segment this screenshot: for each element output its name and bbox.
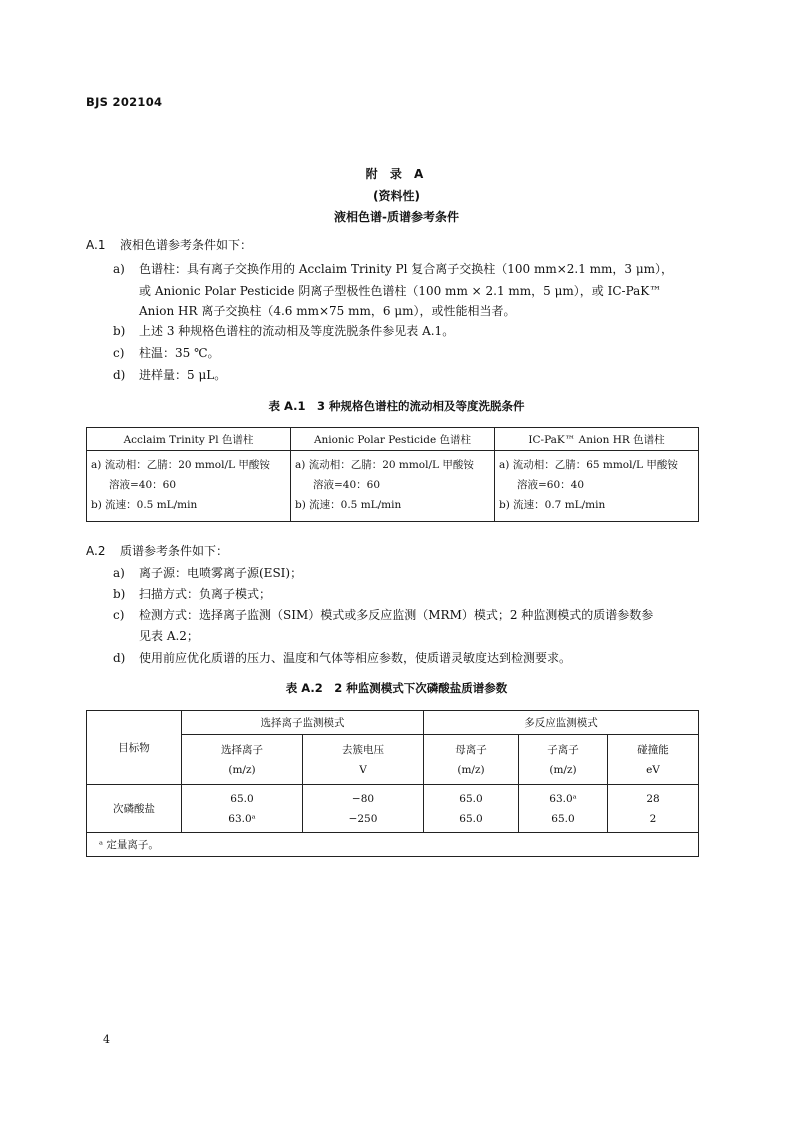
table-footnote: ᵃ 定量离子。 <box>87 833 699 857</box>
table-cell <box>495 451 699 522</box>
cell-line: a) 流动相：乙腈：20 mmol/L 甲酸铵 <box>295 459 474 471</box>
list-marker: d) <box>113 368 126 382</box>
sub-header-unit: eV <box>646 763 660 776</box>
table-header-cell: Acclaim Trinity Pl 色谱柱 <box>87 428 291 451</box>
sub-header-name: 母离子 <box>455 743 487 756</box>
list-item-line: 检测方式：选择离子监测（SIM）模式或多反应监测（MRM）模式；2 种监测模式的质谱参数参 <box>139 608 654 622</box>
list-item-line: 扫描方式：负离子模式； <box>139 587 272 601</box>
sub-header-cell <box>424 735 519 785</box>
sub-header-cell <box>182 735 303 785</box>
list-item-line: 进样量：5 μL。 <box>139 368 227 382</box>
sub-header-unit: V <box>359 763 367 776</box>
value-line: −80 <box>351 792 375 805</box>
value-cell <box>303 785 424 833</box>
cell-line: b) 流速：0.5 mL/min <box>91 499 198 511</box>
section-a2-intro: 质谱参考条件如下： <box>120 544 229 558</box>
section-a2-number: A.2 <box>86 544 106 558</box>
value-line: 63.0ᵃ <box>549 792 577 805</box>
value-line: 65.0 <box>551 812 575 825</box>
list-item-line: 色谱柱：具有离子交换作用的 Acclaim Trinity Pl 复合离子交换柱（100 mm×2.1 mm，3 μm）， <box>139 262 674 276</box>
cell-line: b) 流速：0.7 mL/min <box>499 499 606 511</box>
sub-header-unit: (m/z) <box>228 763 256 776</box>
cell-line: a) 流动相：乙腈：20 mmol/L 甲酸铵 <box>91 459 270 471</box>
list-item-line: 上述 3 种规格色谱柱的流动相及等度洗脱条件参见表 A.1。 <box>139 324 455 338</box>
value-cell <box>182 785 303 833</box>
cell-line: b) 流速：0.5 mL/min <box>295 499 402 511</box>
list-marker: c) <box>113 346 125 360</box>
value-line: 2 <box>649 812 657 825</box>
sub-header-cell <box>303 735 424 785</box>
value-line: 65.0 <box>459 792 483 805</box>
sub-header-cell <box>608 735 699 785</box>
table-cell <box>291 451 495 522</box>
sub-header-name: 子离子 <box>547 743 579 756</box>
value-line: 65.0 <box>230 792 254 805</box>
sub-header-cell <box>519 735 608 785</box>
list-marker: a) <box>113 262 125 276</box>
list-item-line: 离子源：电喷雾离子源(ESI)； <box>139 566 303 580</box>
value-cell <box>519 785 608 833</box>
list-item-line: 柱温：35 ℃。 <box>139 346 220 360</box>
list-marker: b) <box>113 587 126 601</box>
cell-line: a) 流动相：乙腈：65 mmol/L 甲酸铵 <box>499 459 678 471</box>
document-code: BJS 202104 <box>86 95 163 109</box>
list-item-line: Anion HR 离子交换柱（4.6 mm×75 mm，6 μm），或性能相当者。 <box>139 304 516 318</box>
sub-header-name: 选择离子 <box>221 743 263 756</box>
table-a1 <box>86 427 699 522</box>
list-marker: b) <box>113 324 126 338</box>
list-marker: d) <box>113 651 126 665</box>
table-header-cell: Anionic Polar Pesticide 色谱柱 <box>291 428 495 451</box>
section-a1-intro: 液相色谱参考条件如下： <box>120 238 253 252</box>
appendix-nature: (资料性) <box>373 189 420 203</box>
value-line: 65.0 <box>459 812 483 825</box>
value-cell <box>608 785 699 833</box>
table-a2 <box>86 710 699 857</box>
cell-line: 溶液=40：60 <box>109 479 177 491</box>
mrm-group-header: 多反应监测模式 <box>424 711 699 735</box>
appendix-name: 液相色谱-质谱参考条件 <box>334 210 459 224</box>
value-cell <box>424 785 519 833</box>
cell-line: 溶液=60：40 <box>517 479 585 491</box>
list-marker: a) <box>113 566 125 580</box>
page-number: 4 <box>103 1033 110 1046</box>
section-a1-number: A.1 <box>86 238 106 252</box>
sim-group-header: 选择离子监测模式 <box>182 711 424 735</box>
value-line: 63.0ᵃ <box>228 812 256 825</box>
target-cell: 次磷酸盐 <box>87 785 182 833</box>
appendix-title: 附 录 A <box>365 167 428 181</box>
target-header: 目标物 <box>87 711 182 785</box>
cell-line: 溶液=40：60 <box>313 479 381 491</box>
table-a2-caption: 表 A.2 2 种监测模式下次磷酸盐质谱参数 <box>285 681 508 695</box>
list-item-line: 或 Anionic Polar Pesticide 阴离子型极性色谱柱（100 mm × 2.1 mm，5 μm），或 IC-PaK™ <box>139 284 662 298</box>
table-cell <box>87 451 291 522</box>
table-a1-caption: 表 A.1 3 种规格色谱柱的流动相及等度洗脱条件 <box>268 399 525 413</box>
value-line: −250 <box>348 812 378 825</box>
sub-header-name: 去簇电压 <box>342 743 384 756</box>
list-item-line: 使用前应优化质谱的压力、温度和气体等相应参数，使质谱灵敏度达到检测要求。 <box>139 651 572 665</box>
list-item-line: 见表 A.2； <box>139 629 199 643</box>
sub-header-unit: (m/z) <box>549 763 577 776</box>
sub-header-name: 碰撞能 <box>637 743 669 756</box>
value-line: 28 <box>646 792 660 805</box>
sub-header-unit: (m/z) <box>457 763 485 776</box>
list-marker: c) <box>113 608 125 622</box>
table-header-cell: IC-PaK™ Anion HR 色谱柱 <box>495 428 699 451</box>
